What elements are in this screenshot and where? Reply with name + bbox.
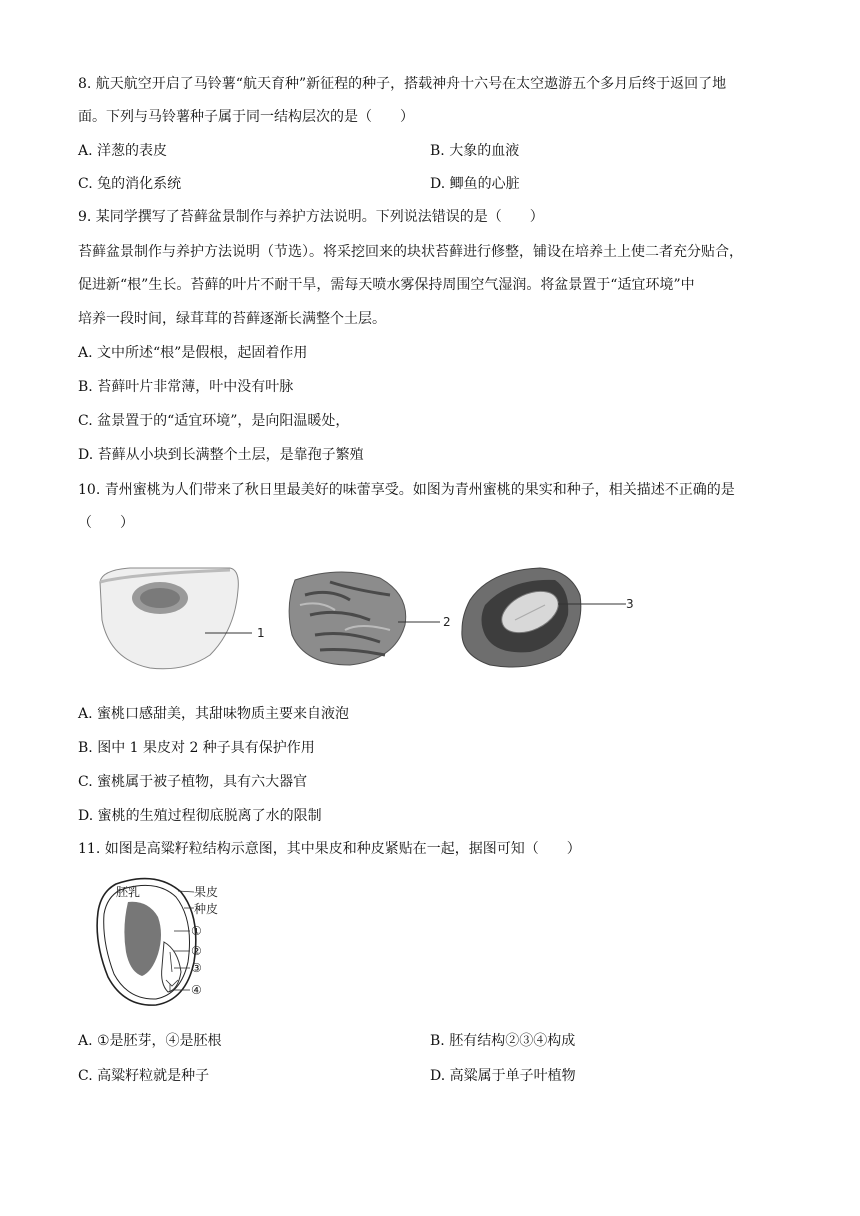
q9-passage-line2: 促进新“根”生长。苔藓的叶片不耐干旱，需每天喷水雾保持周围空气湿润。将盆景置于“适宜环境”中 bbox=[78, 277, 695, 293]
q11-stem: 11. 如图是高粱籽粒结构示意图，其中果皮和种皮紧贴在一起，据图可知（ ） bbox=[78, 841, 581, 857]
q8-stem-line1: 8. 航天航空开启了马铃薯“航天育种”新征程的种子，搭载神舟十六号在太空遨游五个多月后终于返回了地 bbox=[78, 76, 727, 92]
q10-stem-line1: 10. 青州蜜桃为人们带来了秋日里最美好的味蕾享受。如图为青州蜜桃的果实和种子，相关描述不正确的是 bbox=[78, 482, 735, 498]
q11-label-pericarp: 果皮 bbox=[194, 885, 219, 899]
peach-seed-image bbox=[462, 568, 626, 667]
q10-label-3: 3 bbox=[626, 597, 634, 611]
q10-option-d: D. 蜜桃的生殖过程彻底脱离了水的限制 bbox=[78, 808, 322, 824]
q9-passage-line3: 培养一段时间，绿茸茸的苔藓逐渐长满整个土层。 bbox=[78, 311, 386, 327]
q9-option-a: A. 文中所述“根”是假根，起固着作用 bbox=[78, 345, 308, 361]
q10-stem-line2: （ ） bbox=[78, 515, 134, 531]
q11-option-a: A. ①是胚芽，④是胚根 bbox=[78, 1033, 222, 1049]
q9-option-d: D. 苔藓从小块到长满整个土层，是靠孢子繁殖 bbox=[78, 447, 364, 463]
q9-stem: 9. 某同学撰写了苔藓盆景制作与养护方法说明。下列说法错误的是（ ） bbox=[78, 209, 544, 225]
q8-option-c: C. 兔的消化系统 bbox=[78, 176, 182, 192]
q10-label-2: 2 bbox=[443, 615, 451, 629]
q8-option-a: A. 洋葱的表皮 bbox=[78, 143, 168, 159]
q11-label-3: ③ bbox=[191, 961, 202, 975]
q10-option-a: A. 蜜桃口感甜美，其甜味物质主要来自液泡 bbox=[78, 706, 350, 722]
q10-option-c: C. 蜜桃属于被子植物，具有六大器官 bbox=[78, 774, 308, 790]
q10-label-1: 1 bbox=[257, 626, 265, 640]
q9-option-b: B. 苔藓叶片非常薄，叶中没有叶脉 bbox=[78, 379, 294, 395]
q11-option-d: D. 高粱属于单子叶植物 bbox=[430, 1068, 576, 1084]
q8-option-d: D. 鲫鱼的心脏 bbox=[430, 176, 520, 192]
q10-peach-figure bbox=[90, 560, 650, 680]
q11-label-4: ④ bbox=[191, 983, 202, 997]
q11-option-b: B. 胚有结构②③④构成 bbox=[430, 1033, 576, 1049]
q10-option-b: B. 图中 1 果皮对 2 种子具有保护作用 bbox=[78, 740, 315, 756]
peach-half-image bbox=[100, 568, 252, 669]
q11-sorghum-diagram bbox=[86, 872, 246, 1012]
q9-passage-line1: 苔藓盆景制作与养护方法说明（节选）。将采挖回来的块状苔藓进行修整，铺设在培养土上使二者充分贴合， bbox=[78, 244, 743, 260]
q8-stem-line2: 面。下列与马铃薯种子属于同一结构层次的是（ ） bbox=[78, 109, 414, 125]
peach-pit-image bbox=[289, 572, 440, 665]
q9-option-c: C. 盆景置于的“适宜环境”，是向阳温暖处， bbox=[78, 413, 350, 429]
q11-label-seed-coat: 种皮 bbox=[194, 902, 219, 916]
q11-label-2: ② bbox=[191, 944, 202, 958]
q11-label-1: ① bbox=[191, 924, 202, 938]
q8-option-b: B. 大象的血液 bbox=[430, 143, 520, 159]
q11-option-c: C. 高粱籽粒就是种子 bbox=[78, 1068, 210, 1084]
q11-label-endosperm: 胚乳 bbox=[116, 885, 141, 899]
